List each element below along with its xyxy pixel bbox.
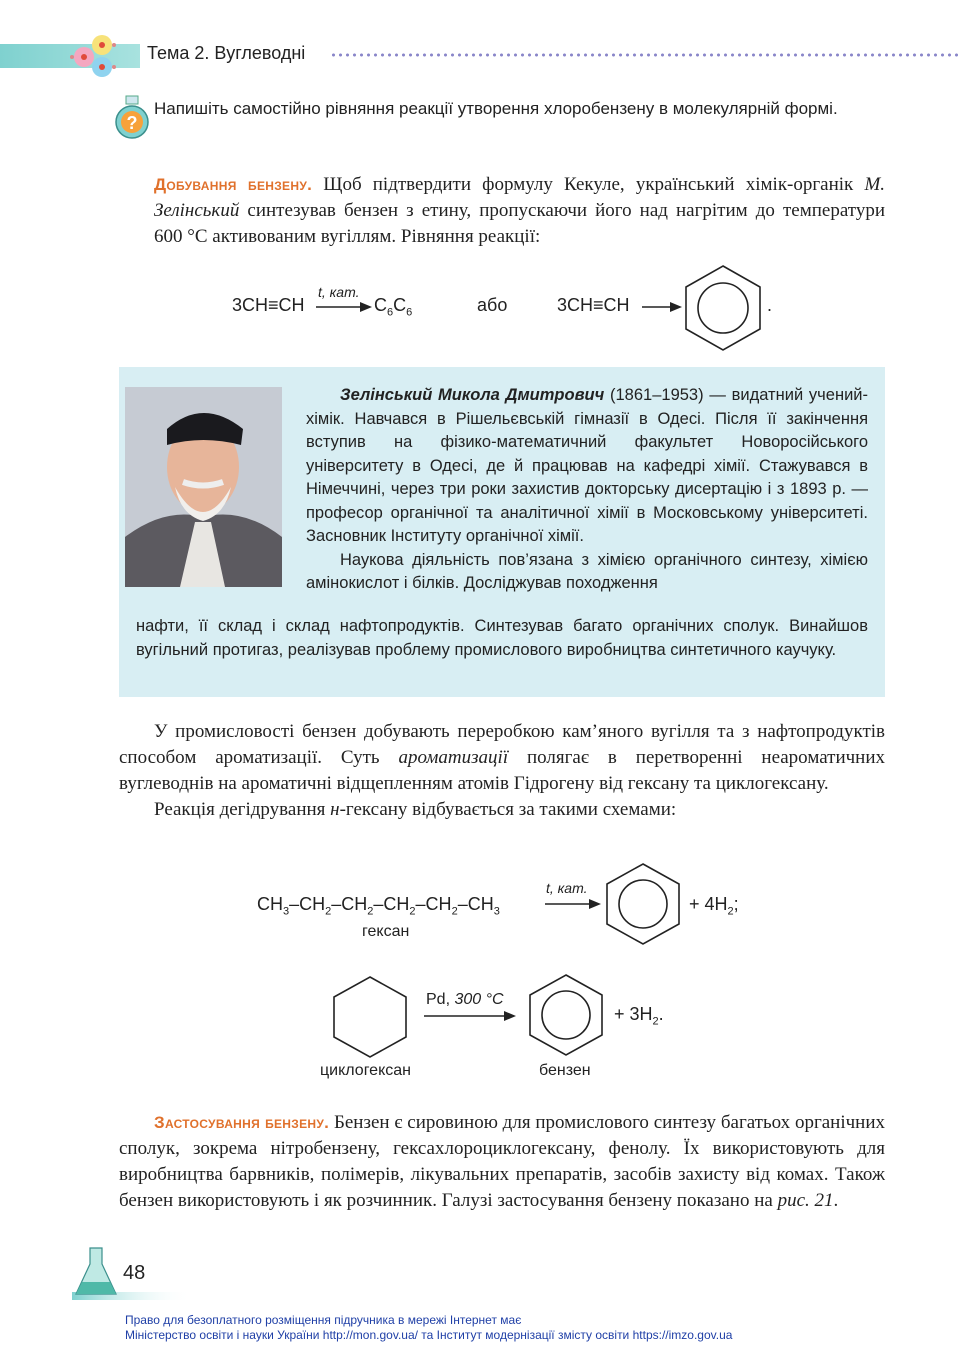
reaction3-condition: Pd, 300 °С (426, 991, 504, 1008)
section-heading: Добування бензену. (154, 175, 313, 194)
bio-name: Зелінський Микола Дмитрович (340, 386, 605, 404)
footer-line-2: Міністерство освіти і науки України http://mon.gov.ua/ та Інститут модернізації змісту освіти https://imzo.gov.ua (125, 1328, 733, 1342)
svg-text:?: ? (126, 113, 138, 133)
reaction2-condition: t, кат. (546, 880, 588, 896)
benzene-ring-icon (680, 264, 766, 352)
hexane-label: гексан (362, 923, 410, 940)
question-flask-icon (112, 94, 152, 142)
benzene-ring-icon-2 (602, 862, 684, 946)
reaction-arrow-2 (642, 300, 682, 314)
reaction1-or: або (477, 295, 508, 315)
footer-line-1: Право для безоплатного розміщення підручника в мережі Інтернет має (125, 1313, 522, 1327)
portrait-photo (125, 387, 282, 587)
section-obtaining (154, 172, 885, 250)
header-dots (330, 52, 960, 58)
section-heading-2: Застосування бензену. (154, 1113, 330, 1132)
section-text: Щоб підтвердити формулу Кекуле, український хімік-органік (323, 174, 854, 195)
reaction1-left2: 3CH≡CH (557, 295, 630, 315)
reaction-arrow-4 (424, 1009, 516, 1023)
bio-text: (1861–1953) — видатний учений-хімік. Навчався в Рішельєвській гімназії в Одесі. Після її закінчення вступив на фізико-математичний факультет Новоросійського університету в Одесі, де й працював на кафедрі хімії. Стажувався в Німеччині, через три роки захистив докторську дисертацію і з 1893 р. — професор органічної та аналітичної хімії в Московському університеті. Засновник Інституту органічної хімії. (306, 386, 868, 545)
molecule-icon (66, 30, 122, 84)
term-aromatization: ароматизації (398, 747, 509, 768)
reaction1-dot: . (767, 295, 773, 315)
reaction1-left: 3CH≡CH (232, 295, 305, 315)
reaction1-condition: t, кат. (318, 284, 360, 300)
bio-paragraph-1 (306, 384, 868, 596)
reaction2-byproduct: + $4H_2$; (689, 894, 739, 918)
reaction-arrow-3 (545, 897, 601, 911)
figure-reference: рис. 21 (777, 1190, 834, 1211)
benzene-label: бензен (539, 1062, 591, 1079)
bio-paragraph-2b: нафти, її склад і склад нафтопродуктів. Синтезував багато органічних сполук. Винайшов вугільний протигаз, реалізував проблему промислового виробництва синтетичного каучуку. (136, 617, 868, 659)
reaction-arrow (316, 300, 372, 314)
reaction1-product: $C_6C_6$ (374, 295, 413, 319)
cyclohexane-label: циклогексан (320, 1062, 411, 1079)
bio-paragraph-2 (136, 615, 868, 662)
reaction3-byproduct: + $3H_2$. (614, 1004, 664, 1028)
industry-paragraph: У промисловості бензен добувають переробкою кам’яного вугілля та з нафтопродуктів способом ароматизації. Суть ароматизації полягає в перетворенні неароматичних вуглеводнів на ароматичні відщепленням атомів Гідрогену від гексану та циклогексану. Реакція дегідрування н-гексану відбувається за такими схемами: (119, 721, 886, 820)
hexane-formula: $CH_3-CH_2-CH_2-CH_2-CH_2-CH_3$ (257, 894, 500, 918)
header-title: Тема 2. Вуглеводні (147, 43, 306, 63)
term-n: н (330, 799, 340, 820)
scientist-name: М. Зелінський (154, 174, 886, 221)
section-text-2: синтезував бензен з етину, пропускаючи його над нагрітим до температури 600 °С активованим вугіллям. Рівняння реакції: (154, 200, 885, 247)
cyclohexane-ring-icon (330, 975, 410, 1059)
benzene-ring-icon-3 (525, 973, 607, 1057)
bio-paragraph-2a: Наукова діяльність пов’язана з хімією органічного синтезу, хімією амінокислот і білків. Досліджував походження (306, 550, 868, 592)
portrait-illustration (125, 387, 282, 587)
section-application: Застосування бензену. Бензен є сировиною для промислового синтезу багатьох органічних сполук, зокрема нітробензену, гексахлороциклогексану, фенолу. Їх використовують для виробництва барвників, полімерів, лікувальних препаратів, засобів захисту від комах. Також бензен використовують і як розчинник. Галузі застосування бензену показано на рис. 21. (119, 1112, 886, 1211)
task-text: Напишіть самостійно рівняння реакції утворення хлоробензену в молекулярній формі. (154, 99, 838, 118)
page-number: 48 (123, 1262, 146, 1284)
